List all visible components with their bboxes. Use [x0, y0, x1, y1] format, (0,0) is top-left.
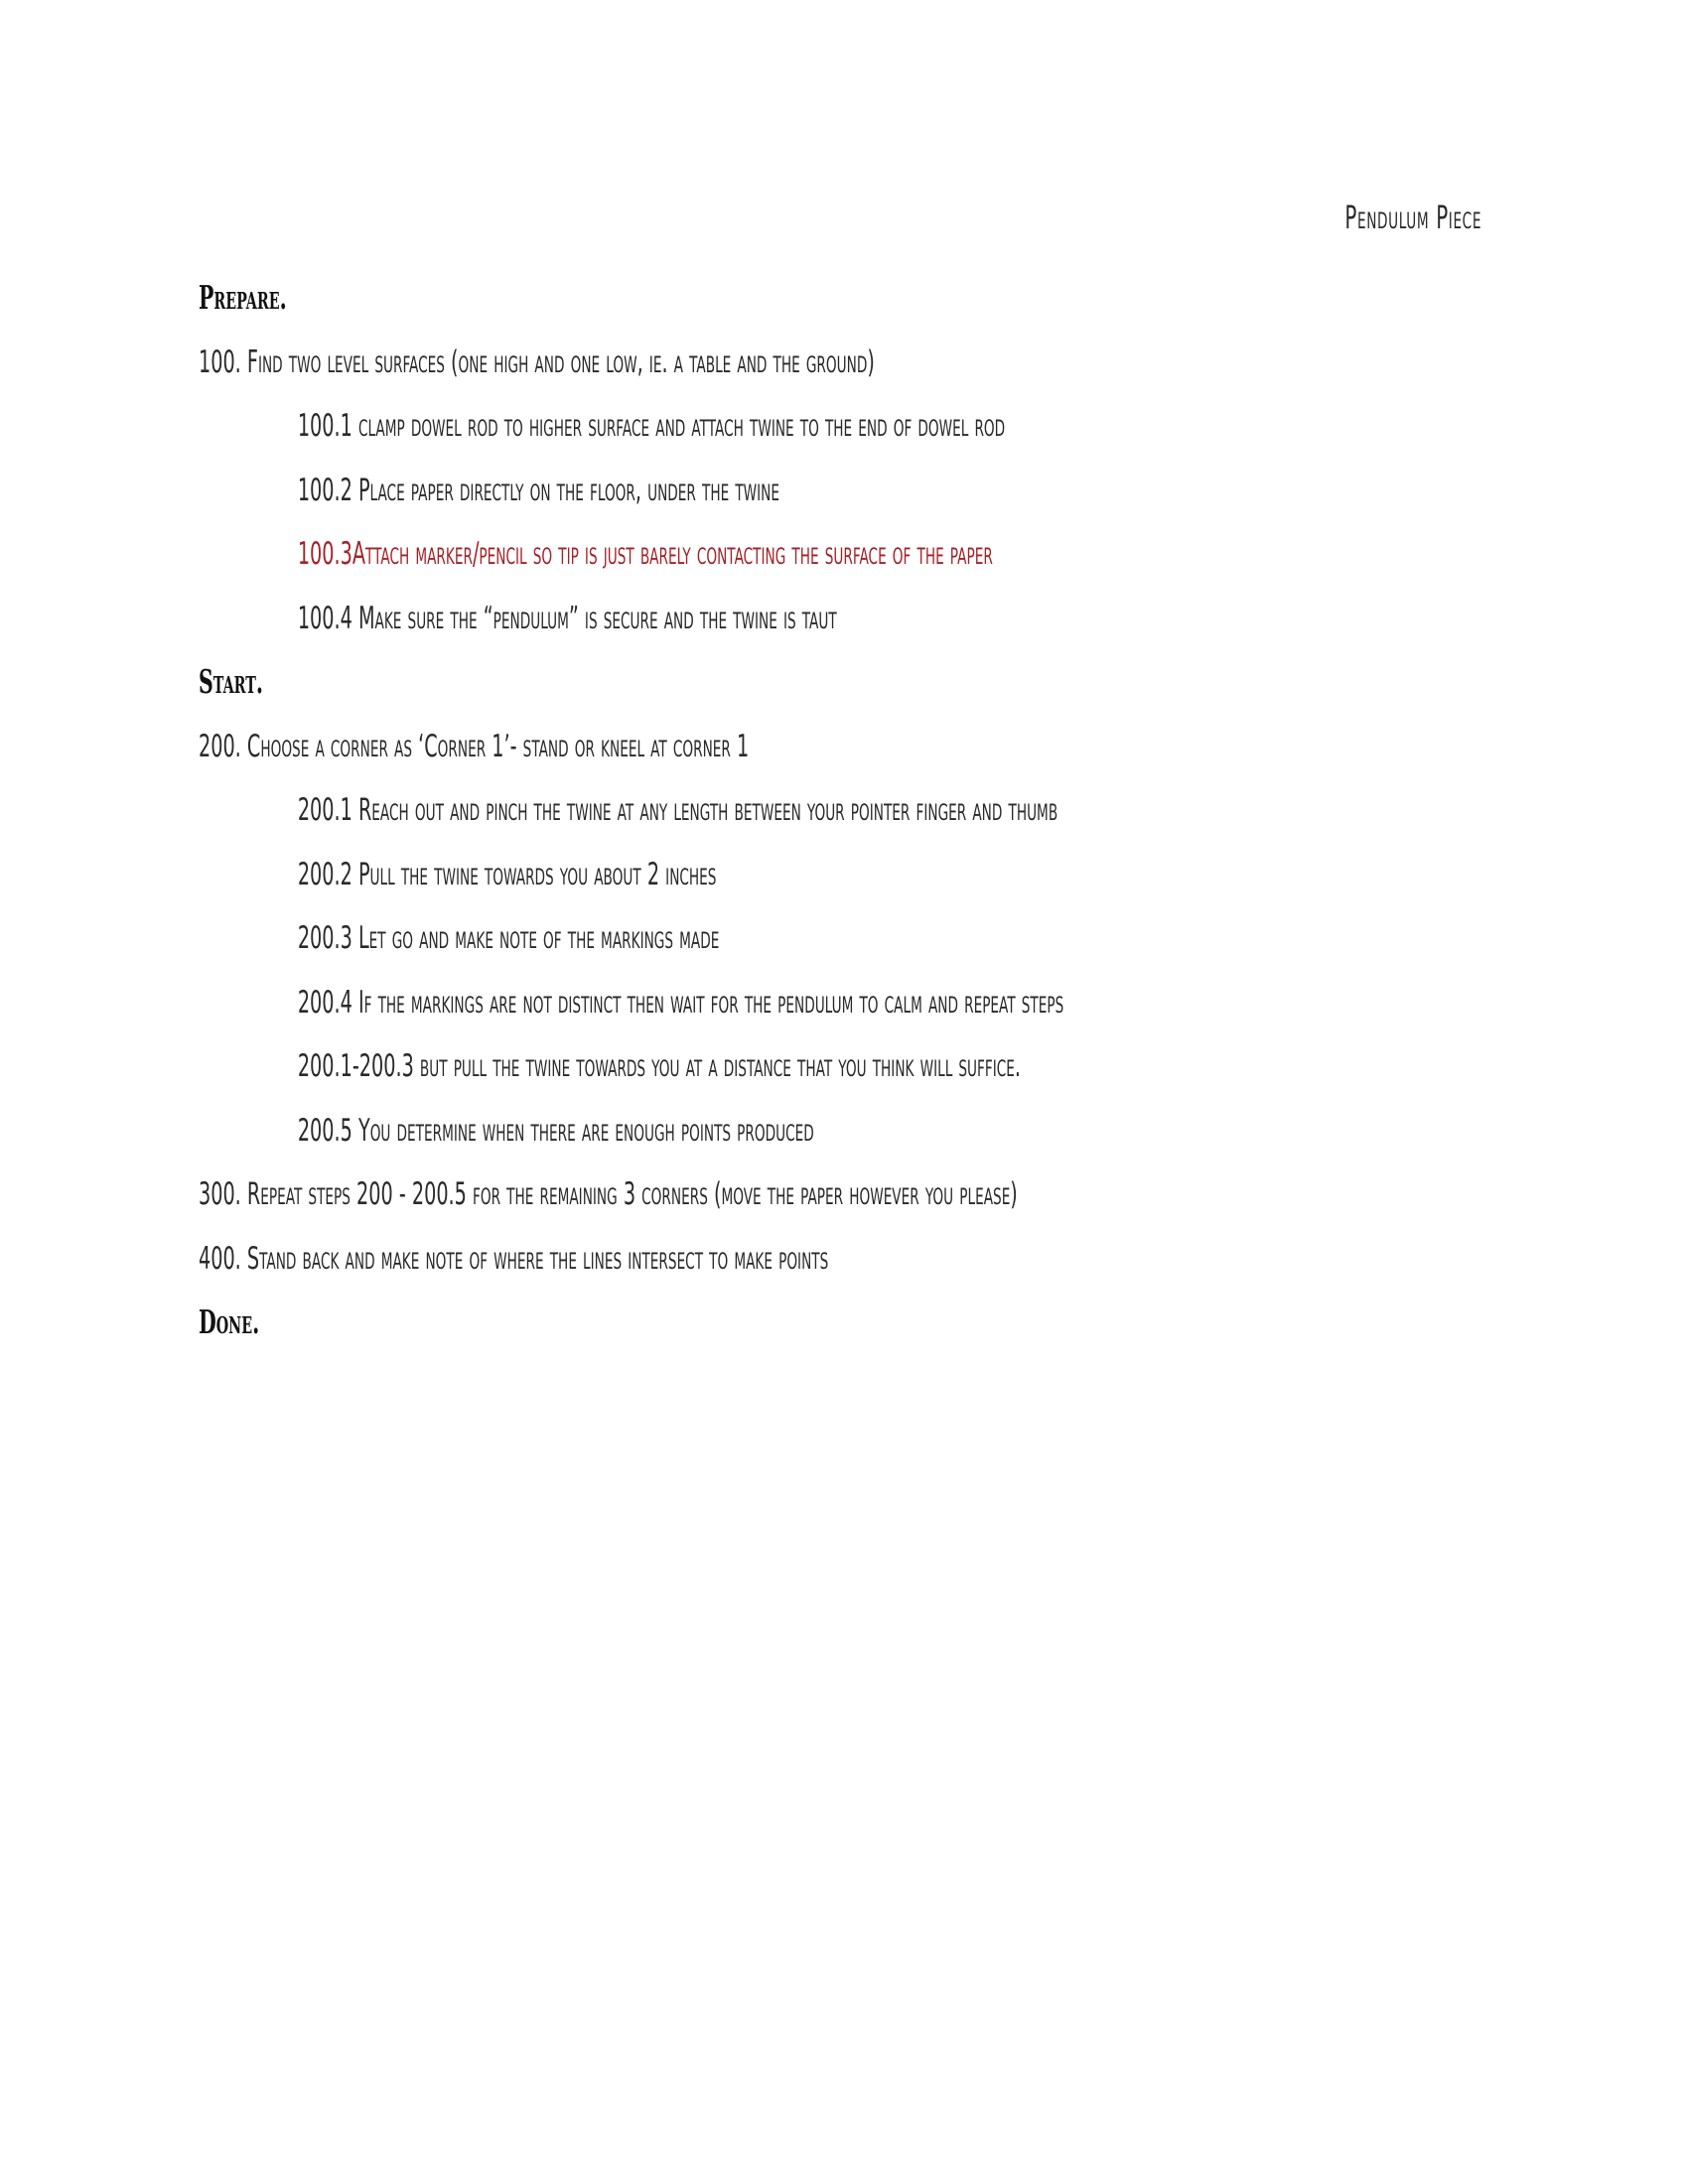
substep-200-3: 200.3 Let go and make note of the markings made — [297, 920, 720, 956]
substep-200-1: 200.1 Reach out and pinch the twine at any length between your pointer finger and thumb — [297, 792, 1058, 828]
substep-100-2: 100.2 Place paper directly on the floor, under the twine — [297, 472, 779, 508]
step-300: 300. Repeat steps 200 - 200.5 for the remaining 3 corners (move the paper however you please) — [199, 1176, 1018, 1212]
substep-200-4: 200.4 If the markings are not distinct then wait for the pendulum to calm and repeat steps — [297, 984, 1064, 1021]
document-title: Pendulum Piece — [1344, 199, 1481, 236]
substep-100-1: 100.1 clamp dowel rod to higher surface and attach twine to the end of dowel rod — [297, 408, 1006, 444]
step-200: 200. Choose a corner as ‘Corner 1’- stand or kneel at corner 1 — [199, 728, 750, 764]
substep-200-5: 200.5 You determine when there are enough points produced — [297, 1112, 814, 1149]
section-heading-done: Done. — [199, 1302, 260, 1341]
substep-200-2: 200.2 Pull the twine towards you about 2 inches — [297, 856, 717, 892]
section-heading-start: Start. — [199, 662, 264, 701]
instructions-list — [199, 266, 1489, 1355]
step-400: 400. Stand back and make note of where the lines intersect to make points — [199, 1240, 829, 1277]
substep-100-4: 100.4 Make sure the “pendulum” is secure and the twine is taut — [297, 600, 837, 636]
substep-100-3: 100.3Attach marker/pencil so tip is just barely contacting the surface of the paper — [297, 536, 993, 572]
step-100: 100. Find two level surfaces (one high and one low, ie. a table and the ground) — [199, 343, 875, 380]
section-heading-prepare: Prepare. — [199, 278, 287, 317]
substep-200-4-continued: 200.1-200.3 but pull the twine towards you at a distance that you think will suffice. — [297, 1048, 1022, 1084]
